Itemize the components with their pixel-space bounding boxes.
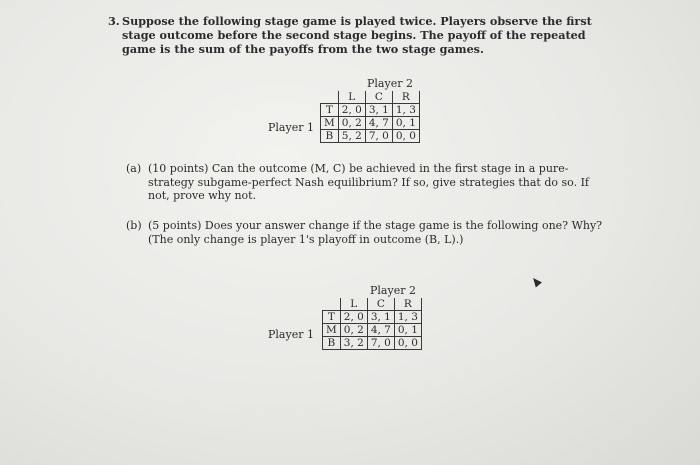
part-b-text: (5 points) Does your answer change if the stage game is the following one? Why? (The only change is player 1's playoff in outcome (B, L).) bbox=[148, 219, 603, 246]
payoff-cell: 3, 1 bbox=[365, 104, 392, 117]
column-header: R bbox=[392, 91, 419, 104]
column-header: L bbox=[338, 91, 365, 104]
mouse-cursor-icon bbox=[530, 275, 542, 287]
table-row bbox=[321, 130, 420, 143]
part-a bbox=[126, 162, 604, 203]
table-row bbox=[321, 117, 420, 130]
payoff-cell: 0, 1 bbox=[394, 324, 421, 337]
payoff-cell: 1, 3 bbox=[394, 311, 421, 324]
row-label: M bbox=[323, 324, 341, 337]
part-b-label: (b) bbox=[126, 219, 142, 232]
row-label: T bbox=[321, 104, 339, 117]
column-header: R bbox=[394, 298, 421, 311]
part-a-text: (10 points) Can the outcome (M, C) be achieved in the first stage in a pure-strategy subgame-perfect Nash equilibrium? If so, give strategies that do so. If not, prove why not. bbox=[148, 162, 589, 202]
payoff-table-2 bbox=[322, 298, 422, 350]
row-label: B bbox=[323, 337, 341, 350]
table-row bbox=[323, 311, 422, 324]
payoff-cell: 0, 0 bbox=[394, 337, 421, 350]
row-label: T bbox=[323, 311, 341, 324]
payoff-cell: 0, 2 bbox=[338, 117, 365, 130]
payoff-cell: 5, 2 bbox=[338, 130, 365, 143]
player2-label: Player 2 bbox=[367, 77, 413, 90]
column-header: C bbox=[367, 298, 394, 311]
question-text: Suppose the following stage game is played twice. Players observe the first stage outcome before the second stage begins. The payoff of the repeated game is the sum of the payoffs from the two stage games. bbox=[122, 14, 592, 56]
row-label: B bbox=[321, 130, 339, 143]
payoff-cell: 4, 7 bbox=[365, 117, 392, 130]
table-row bbox=[323, 337, 422, 350]
payoff-cell: 7, 0 bbox=[365, 130, 392, 143]
table-row bbox=[321, 104, 420, 117]
payoff-cell: 7, 0 bbox=[367, 337, 394, 350]
payoff-cell: 0, 2 bbox=[340, 324, 367, 337]
part-a-label: (a) bbox=[126, 162, 142, 175]
table-row bbox=[323, 324, 422, 337]
payoff-cell: 4, 7 bbox=[367, 324, 394, 337]
question-number: 3. bbox=[108, 14, 120, 28]
player1-label: Player 1 bbox=[268, 121, 314, 134]
player2-label: Player 2 bbox=[370, 284, 416, 297]
question-3 bbox=[108, 14, 608, 56]
payoff-cell: 0, 1 bbox=[392, 117, 419, 130]
column-header: C bbox=[365, 91, 392, 104]
payoff-cell: 2, 0 bbox=[340, 311, 367, 324]
payoff-table-1 bbox=[320, 91, 420, 143]
player1-label: Player 1 bbox=[268, 328, 314, 341]
row-label: M bbox=[321, 117, 339, 130]
payoff-cell: 1, 3 bbox=[392, 104, 419, 117]
payoff-cell: 0, 0 bbox=[392, 130, 419, 143]
part-b bbox=[126, 219, 604, 246]
payoff-cell: 2, 0 bbox=[338, 104, 365, 117]
column-header: L bbox=[340, 298, 367, 311]
payoff-cell: 3, 2 bbox=[340, 337, 367, 350]
payoff-cell: 3, 1 bbox=[367, 311, 394, 324]
